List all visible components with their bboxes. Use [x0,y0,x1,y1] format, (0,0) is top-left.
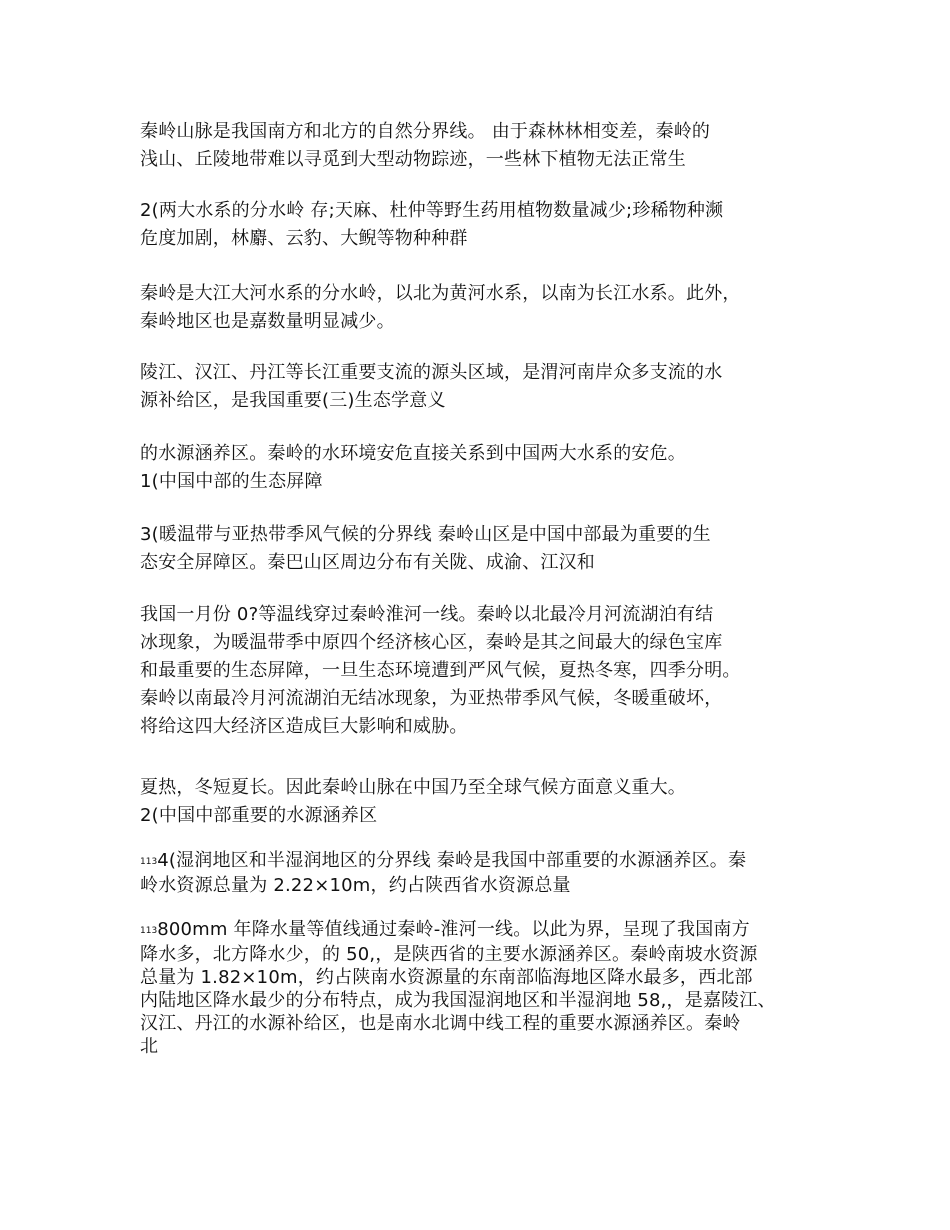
text-line: 和最重要的生态屏障，一旦生态环境遭到严风气候，夏热冬寒，四季分明。 [140,660,741,681]
paragraph-8 [140,774,840,830]
paragraph-5 [140,440,840,496]
text-line-body: 800mm 年降水量等值线通过秦岭-淮河一线。以此为界，呈现了我国南方 [157,919,750,940]
text-line: 夏热，冬短夏长。因此秦岭山脉在中国乃至全球气候方面意义重大。 [140,777,686,798]
text-line: 我国一月份 0?等温线穿过秦岭淮河一线。秦岭以北最冷月河流湖泊有结 [140,604,714,625]
paragraph-7 [140,601,840,741]
text-line: 秦岭以南最冷月河流湖泊无结冰现象，为亚热带季风气候，冬暖重破坏， [140,688,723,709]
text-line: 秦岭地区也是嘉数量明显减少。 [140,311,395,332]
text-line: 秦岭山脉是我国南方和北方的自然分界线。 由于森林林相变差，秦岭的 [140,121,711,142]
paragraph-3 [140,280,840,336]
text-line: 2(两大水系的分水岭 存;天麻、杜仲等野生药用植物数量减少;珍稀物种濒 [140,200,724,221]
text-line: 将给这四大经济区造成巨大影响和威胁。 [140,716,468,737]
text-line: 1(中国中部的生态屏障 [140,471,323,492]
paragraph-4 [140,359,840,415]
text-line: 秦岭是大江大河水系的分水岭，以北为黄河水系，以南为长江水系。此外， [140,283,741,304]
text-line: 北 [140,1036,159,1057]
text-line: 冰现象，为暖温带季中原四个经济核心区，秦岭是其之间最大的绿色宝库 [140,632,723,653]
text-line: 源补给区，是我国重要(三)生态学意义 [140,390,446,411]
text-line: 的水源涵养区。秦岭的水环境安危直接关系到中国两大水系的安危。 [140,443,686,464]
text-line: 2(中国中部重要的水源涵养区 [140,805,378,826]
text-line: 内陆地区降水最少的分布特点，成为我国湿润地区和半湿润地 58,，是嘉陵江、 [140,990,776,1011]
text-line: 岭水资源总量为 2.22×10m，约占陕西省水资源总量 [140,875,571,896]
paragraph-2 [140,197,840,253]
text-line-body: 4(湿润地区和半湿润地区的分界线 秦岭是我国中部重要的水源涵养区。秦 [157,850,747,871]
text-line [140,918,840,943]
text-line: 3(暖温带与亚热带季风气候的分界线 秦岭山区是中国中部最为重要的生 [140,524,711,545]
text-line: 汉江、丹江的水源补给区，也是南水北调中线工程的重要水源涵养区。秦岭 [140,1013,741,1034]
superscript-exponents: 113 [140,926,158,936]
text-line: 总量为 1.82×10m，约占陕南水资源量的东南部临海地区降水最多，西北部 [140,967,753,988]
text-line: 降水多，北方降水少，的 50,，是陕西省的主要水源涵养区。秦岭南坡水资源 [140,944,758,965]
paragraph-9 [140,849,840,897]
text-line: 陵江、汉江、丹江等长江重要支流的源头区域，是渭河南岸众多支流的水 [140,362,723,383]
text-line [140,849,840,874]
paragraph-10 [140,918,840,1058]
superscript-exponents: 113 [140,857,158,867]
paragraph-1 [140,118,840,174]
paragraph-6 [140,521,840,577]
text-line: 危度加剧，林麝、云豹、大鲵等物种种群 [140,228,468,249]
text-line: 态安全屏障区。秦巴山区周边分布有关陇、成渝、江汉和 [140,552,595,573]
text-line: 浅山、丘陵地带难以寻觅到大型动物踪迹，一些林下植物无法正常生 [140,149,686,170]
